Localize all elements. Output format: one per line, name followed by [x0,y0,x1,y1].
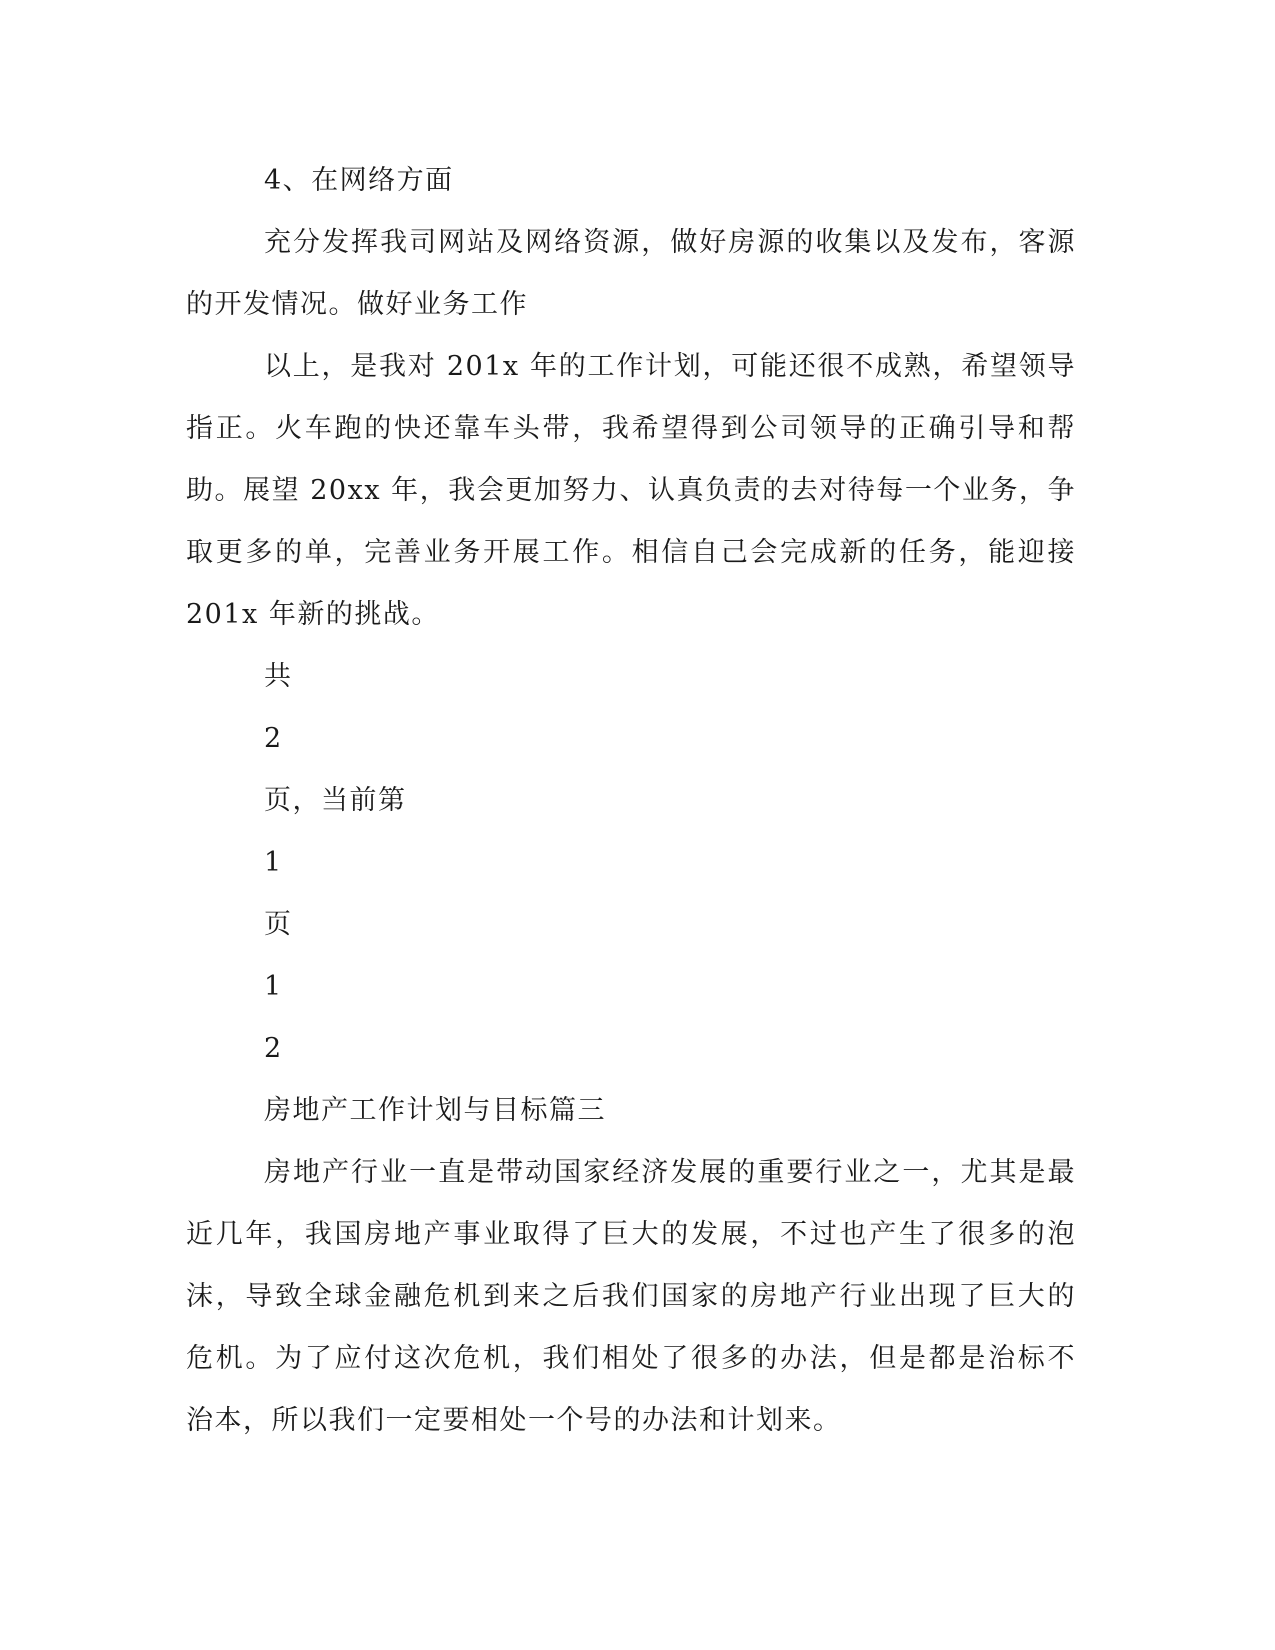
paragraph-article [186,1142,1076,1452]
paragraph-line: 充分发挥我司网站及网络资源，做好房源的收集以及发布，客源 [264,227,1076,258]
pagination-current-suffix: 页 [264,909,293,940]
paragraph-line: 沫，导致全球金融危机到来之后我们国家的房地产行业出现了巨大的 [186,1281,1076,1312]
paragraph-network [186,212,1076,336]
paragraph-line: 危机。为了应付这次危机，我们相处了很多的办法，但是都是治标不 [186,1343,1076,1374]
paragraph-line: 取更多的单，完善业务开展工作。相信自己会完成新的任务，能迎接 [186,537,1076,568]
article-title: 房地产工作计划与目标篇三 [264,1095,606,1126]
paragraph-line: 治本，所以我们一定要相处一个号的办法和计划来。 [186,1405,842,1436]
paragraph-line: 以上，是我对 201x 年的工作计划，可能还很不成熟，希望领导 [264,351,1076,382]
section-heading-network: 4、在网络方面 [264,165,454,196]
paragraph-summary [186,336,1076,646]
paragraph-line: 助。展望 20xx 年，我会更加努力、认真负责的去对待每一个业务，争 [186,475,1076,506]
pagination-total-pages: 2 [264,723,283,754]
paragraph-line: 指正。火车跑的快还靠车头带，我希望得到公司领导的正确引导和帮 [186,413,1076,444]
pagination-link-1[interactable]: 1 [264,971,283,1002]
pagination-link-2[interactable]: 2 [264,1033,283,1064]
pagination-current-page: 1 [264,847,283,878]
pagination-total-prefix: 共 [264,661,293,692]
pagination-current-prefix: 页，当前第 [264,785,407,816]
paragraph-line: 201x 年新的挑战。 [186,599,440,630]
pagination [186,646,1076,1080]
document-body [186,150,1076,1452]
paragraph-line: 的开发情况。做好业务工作 [186,289,528,320]
paragraph-line: 近几年，我国房地产事业取得了巨大的发展，不过也产生了很多的泡 [186,1219,1076,1250]
paragraph-line: 房地产行业一直是带动国家经济发展的重要行业之一，尤其是最 [264,1157,1076,1188]
